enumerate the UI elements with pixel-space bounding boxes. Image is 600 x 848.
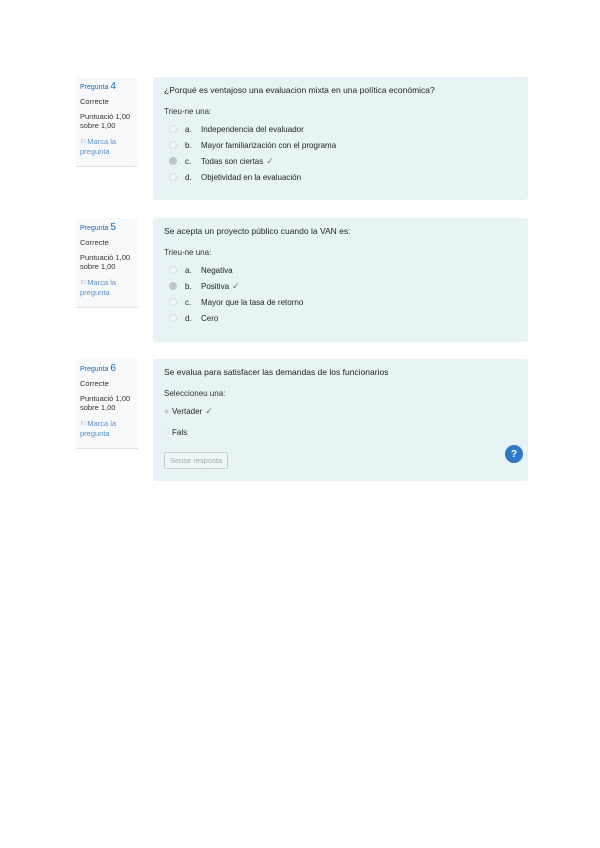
question-state: Correcte <box>80 378 109 388</box>
radio-button[interactable] <box>169 298 177 306</box>
question-info <box>76 359 138 449</box>
answer-option[interactable]: d. Objetividad en la evaluación <box>164 169 517 185</box>
question-info <box>76 218 138 308</box>
question-content <box>153 359 528 481</box>
check-icon: ✓ <box>205 405 213 416</box>
question-text: ¿Porqué es ventajoso una evaluacion mixta en una política económica? <box>164 85 435 95</box>
flag-icon: ⚐ <box>80 138 87 146</box>
answer-prompt: Seleccioneu una: <box>164 389 226 398</box>
answer-option-true[interactable]: Vertader ✓ <box>164 403 517 419</box>
radio-button[interactable] <box>169 266 177 274</box>
question-text: Se acepta un proyecto público cuando la VAN es: <box>164 226 351 236</box>
flag-question-link[interactable]: ⚐Marca la pregunta <box>80 136 117 157</box>
question-state: Correcte <box>80 237 109 247</box>
flag-icon: ⚐ <box>80 279 87 287</box>
answer-option[interactable]: b. Mayor familiarización con el programa <box>164 137 517 153</box>
answer-option[interactable]: a. Independencia del evaluador <box>164 121 517 137</box>
question-content <box>153 218 528 342</box>
answer-option[interactable]: a. Negativa <box>164 262 517 278</box>
answer-prompt: Trieu-ne una: <box>164 248 212 257</box>
question-text: Se evalua para satisfacer las demandas de los funcionarios <box>164 367 389 377</box>
question-grade: Puntuació 1,00 sobre 1,00 <box>80 393 131 413</box>
radio-button[interactable] <box>169 282 177 290</box>
radio-button[interactable] <box>164 409 169 414</box>
question-grade: Puntuació 1,00 sobre 1,00 <box>80 111 131 131</box>
flag-icon: ⚐ <box>80 420 87 428</box>
question-content <box>153 77 528 200</box>
radio-button[interactable] <box>169 125 177 133</box>
answer-option[interactable]: c. Todas son ciertas ✓ <box>164 153 517 169</box>
radio-button[interactable] <box>169 173 177 181</box>
radio-button[interactable] <box>169 157 177 165</box>
radio-button[interactable] <box>169 141 177 149</box>
flag-question-link[interactable]: ⚐Marca la pregunta <box>80 277 117 298</box>
check-icon: ✓ <box>232 280 240 291</box>
question-number: Pregunta 4 <box>80 81 116 92</box>
radio-button[interactable] <box>169 314 177 322</box>
radio-button[interactable] <box>164 430 169 435</box>
question-grade: Puntuació 1,00 sobre 1,00 <box>80 252 131 272</box>
check-icon: ✓ <box>266 155 274 166</box>
clear-answer-button[interactable]: Sense resposta <box>164 452 228 469</box>
question-state: Correcte <box>80 96 109 106</box>
question-info <box>76 77 138 167</box>
answer-prompt: Trieu-ne una: <box>164 107 212 116</box>
answer-option[interactable]: c. Mayor que la tasa de retorno <box>164 294 517 310</box>
answer-option[interactable]: d. Cero <box>164 310 517 326</box>
answer-option-false[interactable]: Fals <box>164 424 517 440</box>
help-icon[interactable]: ? <box>505 445 523 463</box>
flag-question-link[interactable]: ⚐Marca la pregunta <box>80 418 117 439</box>
question-number: Pregunta 5 <box>80 222 116 233</box>
answer-option[interactable]: b. Positiva ✓ <box>164 278 517 294</box>
question-number: Pregunta 6 <box>80 363 116 374</box>
